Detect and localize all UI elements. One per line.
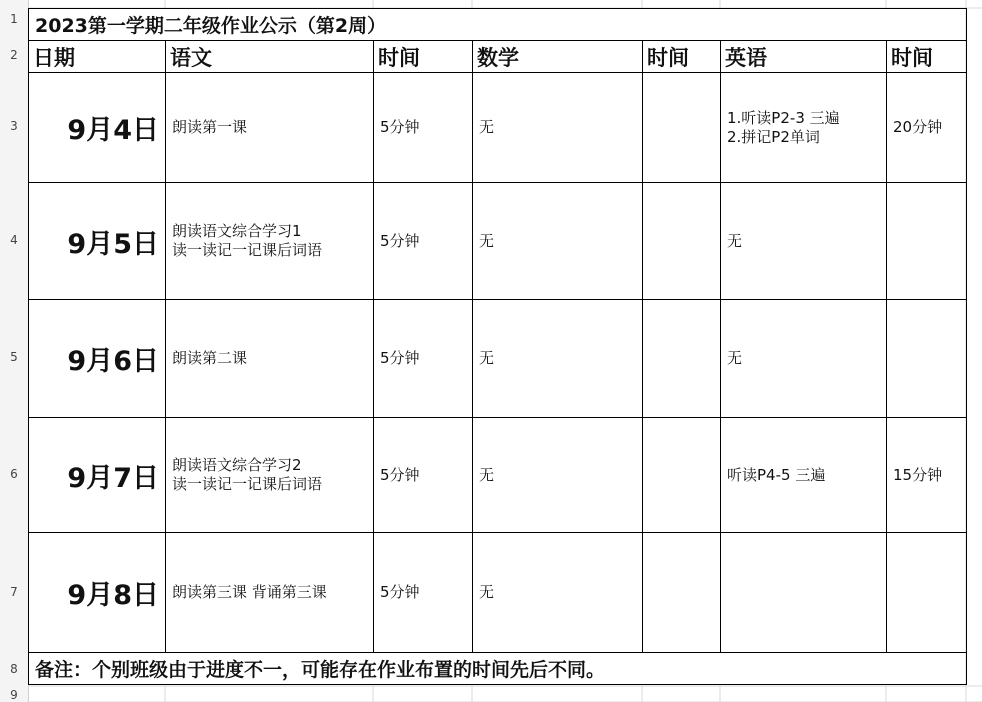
math-cell[interactable]: 无 xyxy=(473,73,643,183)
chinese-line: 读一读记一记课后词语 xyxy=(172,475,323,493)
date-cell[interactable]: 9月7日 xyxy=(29,418,166,533)
math-time-cell[interactable] xyxy=(643,183,721,300)
english-cell[interactable] xyxy=(721,183,887,300)
table-row xyxy=(29,300,967,418)
row-number[interactable]: 6 xyxy=(10,467,18,481)
chinese-line: 读一读记一记课后词语 xyxy=(172,241,323,259)
header-english[interactable]: 英语 xyxy=(721,41,887,73)
table-row xyxy=(29,183,967,300)
math-cell[interactable]: 无 xyxy=(473,418,643,533)
english-cell[interactable] xyxy=(721,533,887,653)
row-number[interactable]: 3 xyxy=(10,119,18,133)
header-english-time[interactable]: 时间 xyxy=(887,41,967,73)
math-time-cell[interactable] xyxy=(643,418,721,533)
english-time-cell[interactable] xyxy=(887,300,967,418)
homework-table xyxy=(28,8,967,685)
date-cell[interactable]: 9月4日 xyxy=(29,73,166,183)
table-row xyxy=(29,73,967,183)
chinese-cell[interactable] xyxy=(166,73,374,183)
english-line: 2.拼记P2单词 xyxy=(727,127,820,146)
header-row xyxy=(29,41,967,73)
english-time-cell[interactable]: 15分钟 xyxy=(887,418,967,533)
math-time-cell[interactable] xyxy=(643,73,721,183)
math-time-cell[interactable] xyxy=(643,300,721,418)
date-cell[interactable]: 9月6日 xyxy=(29,300,166,418)
english-time-cell[interactable] xyxy=(887,183,967,300)
header-math[interactable]: 数学 xyxy=(473,41,643,73)
chinese-line: 朗读语文综合学习1 xyxy=(172,222,302,240)
english-cell[interactable] xyxy=(721,73,887,183)
english-cell[interactable] xyxy=(721,418,887,533)
table-row xyxy=(29,533,967,653)
title-row xyxy=(29,9,967,41)
row-number[interactable]: 8 xyxy=(10,662,18,676)
math-cell[interactable]: 无 xyxy=(473,533,643,653)
date-cell[interactable]: 9月5日 xyxy=(29,183,166,300)
english-time-cell[interactable] xyxy=(887,533,967,653)
table-row xyxy=(29,418,967,533)
chinese-time-cell[interactable]: 5分钟 xyxy=(374,73,473,183)
english-cell[interactable] xyxy=(721,300,887,418)
english-line: 无 xyxy=(727,231,743,250)
row-number[interactable]: 2 xyxy=(10,48,18,62)
sheet-title[interactable]: 2023第一学期二年级作业公示（第2周） xyxy=(29,9,967,41)
date-cell[interactable]: 9月8日 xyxy=(29,533,166,653)
chinese-cell[interactable] xyxy=(166,533,374,653)
english-time-cell[interactable]: 20分钟 xyxy=(887,73,967,183)
header-math-time[interactable]: 时间 xyxy=(643,41,721,73)
row-number[interactable]: 1 xyxy=(10,12,18,26)
chinese-cell[interactable] xyxy=(166,183,374,300)
row-number[interactable]: 9 xyxy=(10,688,18,702)
chinese-line: 朗读第二课 xyxy=(172,349,248,367)
chinese-time-cell[interactable]: 5分钟 xyxy=(374,418,473,533)
header-date[interactable]: 日期 xyxy=(29,41,166,73)
chinese-line: 朗读第一课 xyxy=(172,118,248,136)
note-row xyxy=(29,653,967,685)
chinese-line: 朗读第三课 背诵第三课 xyxy=(172,583,327,601)
math-cell[interactable]: 无 xyxy=(473,183,643,300)
row-number[interactable]: 7 xyxy=(10,585,18,599)
chinese-line: 朗读语文综合学习2 xyxy=(172,456,302,474)
header-chinese-time[interactable]: 时间 xyxy=(374,41,473,73)
math-cell[interactable]: 无 xyxy=(473,300,643,418)
chinese-time-cell[interactable]: 5分钟 xyxy=(374,533,473,653)
note-cell[interactable]: 备注：个别班级由于进度不一，可能存在作业布置的时间先后不同。 xyxy=(29,653,967,685)
chinese-time-cell[interactable]: 5分钟 xyxy=(374,183,473,300)
english-line: 听读P4-5 三遍 xyxy=(727,465,826,484)
english-line: 1.听读P2-3 三遍 xyxy=(727,108,840,127)
chinese-cell[interactable] xyxy=(166,418,374,533)
english-line: 无 xyxy=(727,349,743,367)
row-number[interactable]: 4 xyxy=(10,233,18,247)
row-number[interactable]: 5 xyxy=(10,350,18,364)
chinese-time-cell[interactable]: 5分钟 xyxy=(374,300,473,418)
math-time-cell[interactable] xyxy=(643,533,721,653)
chinese-cell[interactable] xyxy=(166,300,374,418)
header-chinese[interactable]: 语文 xyxy=(166,41,374,73)
